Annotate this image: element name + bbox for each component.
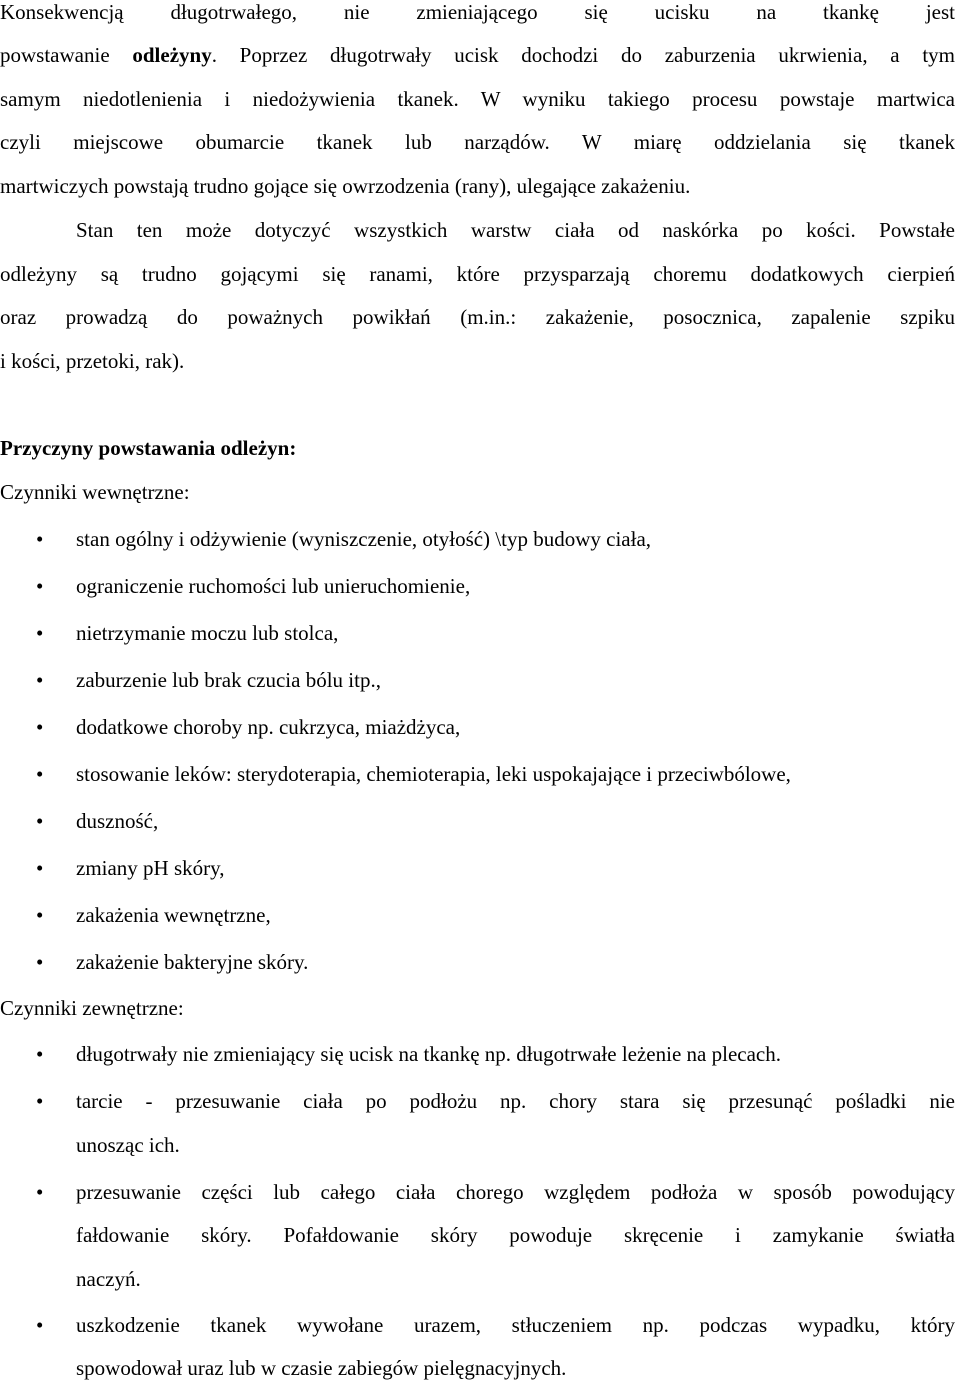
list-item: zaburzenie lub brak czucia bólu itp., [76,668,381,692]
list-item: duszność, [76,809,159,833]
external-factors-label: Czynniki zewnętrzne: [0,996,184,1020]
list-item: przesuwanie części lub całego ciała chorego względem podłoża w sposób powodujący [76,1180,955,1204]
bullet-icon: • [36,1089,44,1113]
list-item: stosowanie leków: sterydoterapia, chemioterapia, leki uspokajające i przeciwbólowe, [76,762,791,786]
intro-p1-line2 [0,45,955,66]
intro-p2-line4: i kości, przetoki, rak). [0,349,185,373]
bullet-icon: • [36,762,44,786]
list-item: zakażenia wewnętrzne, [76,903,271,927]
intro-p2-line2: odleżyny są trudno gojącymi się ranami, które przysparzają choremu dodatkowych cierpień [0,262,955,286]
intro-text: . Poprzez długotrwały ucisk dochodzi do zaburzenia ukrwienia, a tym [211,43,955,67]
bullet-icon: • [36,715,44,739]
list-item: nietrzymanie moczu lub stolca, [76,621,339,645]
keyword-bold: odleżyny [132,43,212,67]
bullet-icon: • [36,1042,44,1066]
intro-p1-line1: Konsekwencją długotrwałego, nie zmieniającego się ucisku na tkankę jest [0,0,955,24]
bullet-icon: • [36,950,44,974]
intro-p1-line5: martwiczych powstają trudno gojące się owrzodzenia (rany), ulegające zakażeniu. [0,174,691,198]
bullet-icon: • [36,809,44,833]
list-item: długotrwały nie zmieniający się ucisk na tkankę np. długotrwałe leżenie na plecach. [76,1042,781,1066]
internal-factors-label: Czynniki wewnętrzne: [0,480,190,504]
intro-p2-line3: oraz prowadzą do poważnych powikłań (m.in.: zakażenie, posocznica, zapalenie szpiku [0,305,955,329]
bullet-icon: • [36,621,44,645]
list-item-continuation: fałdowanie skóry. Pofałdowanie skóry powoduje skręcenie i zamykanie światła [76,1223,955,1247]
list-item-continuation: naczyń. [76,1267,141,1291]
list-item-continuation: spowodował uraz lub w czasie zabiegów pielęgnacyjnych. [76,1356,567,1380]
list-item: zmiany pH skóry, [76,856,225,880]
list-item: tarcie - przesuwanie ciała po podłożu np. chory stara się przesunąć pośladki nie [76,1089,955,1113]
bullet-icon: • [36,1313,44,1337]
intro-text: powstawanie [0,43,133,67]
list-item: zakażenie bakteryjne skóry. [76,950,309,974]
bullet-icon: • [36,668,44,692]
list-item-continuation: unosząc ich. [76,1133,180,1157]
list-item: stan ogólny i odżywienie (wyniszczenie, otyłość) \typ budowy ciała, [76,527,652,551]
intro-p1-line4: czyli miejscowe obumarcie tkanek lub narządów. W miarę oddzielania się tkanek [0,130,955,154]
intro-p2-line1: Stan ten może dotyczyć wszystkich warstw ciała od naskórka po kości. Powstałe [76,218,955,242]
bullet-icon: • [36,527,44,551]
bullet-icon: • [36,574,44,598]
bullet-icon: • [36,903,44,927]
bullet-icon: • [36,856,44,880]
bullet-icon: • [36,1180,44,1204]
list-item: uszkodzenie tkanek wywołane urazem, stłuczeniem np. podczas wypadku, który [76,1313,955,1337]
list-item: ograniczenie ruchomości lub unieruchomienie, [76,574,471,598]
intro-p1-line3: samym niedotlenienia i niedożywienia tkanek. W wyniku takiego procesu powstaje martwica [0,87,955,111]
section-heading: Przyczyny powstawania odleżyn: [0,436,297,460]
list-item: dodatkowe choroby np. cukrzyca, miażdżyca, [76,715,461,739]
